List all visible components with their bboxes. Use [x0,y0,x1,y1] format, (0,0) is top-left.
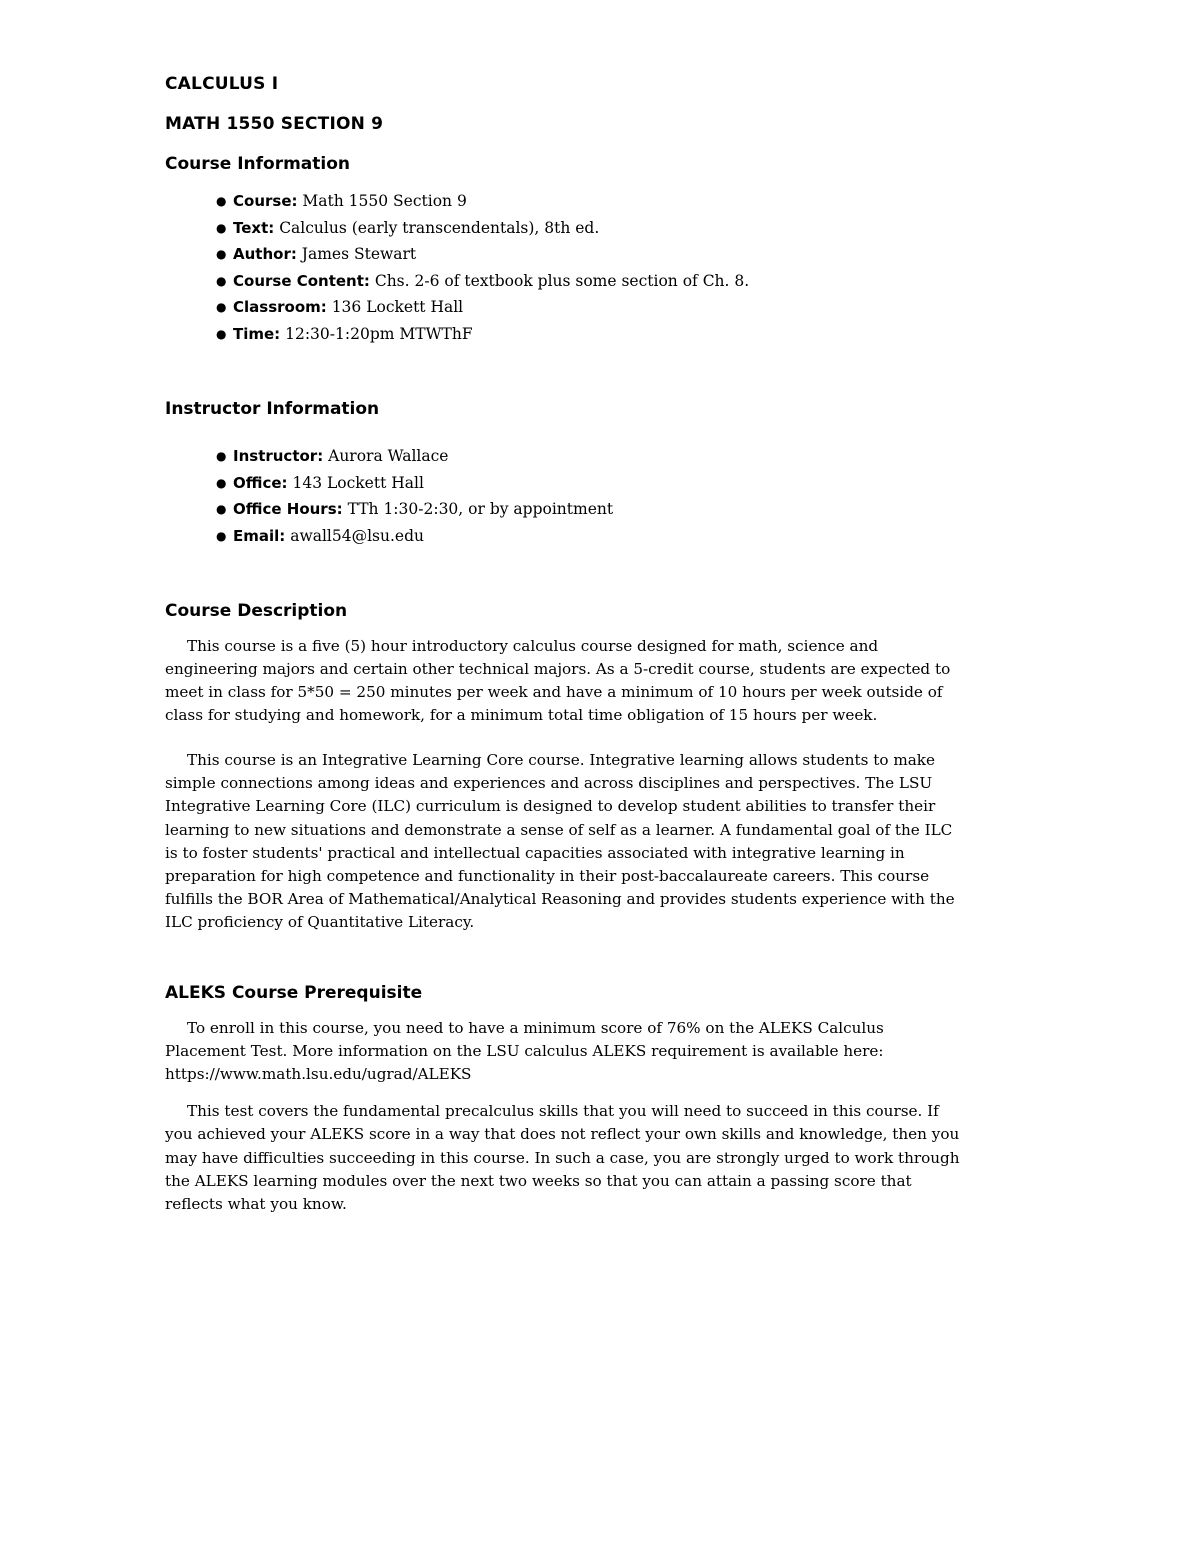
instructor-information-list [165,443,965,549]
item-label: Instructor: [233,447,324,465]
item-label: Classroom: [233,298,327,316]
list-item [165,241,965,268]
list-item [165,523,965,550]
spacer [165,623,965,635]
aleks-paragraph: This test covers the fundamental precalculus skills that you will need to succeed in this course. If you achieved your ALEKS score in a way that does not reflect your own skills and knowledge, then you may have difficulties succeeding in this course. In such a case, you are strongly urged to work through the ALEKS learning modules over the next two weeks so that you can attain a passing score that reflects what you know. [165,1102,960,1214]
course-description-paragraph: This course is an Integrative Learning Core course. Integrative learning allows students to make simple connections among ideas and experiences and across disciplines and perspectives. The LSU Integrative Learning Core (ILC) curriculum is designed to develop student abilities to transfer their learning to new situations and demonstrate a sense of self as a learner. A fundamental goal of the ILC is to foster students' practical and intellectual capacities associated with integrative learning in preparation for high competence and functionality in their post-baccalaureate careers. This course fulfills the BOR Area of Mathematical/Analytical Reasoning and provides students experience with the ILC proficiency of Quantitative Literacy. [165,751,955,932]
item-label: Email: [233,526,286,545]
spacer [165,935,965,981]
course-information-list [165,188,965,347]
spacer [165,549,965,599]
spacer [165,727,965,749]
course-information-heading: Course Information [165,154,351,174]
item-value: James Stewart [296,245,417,263]
item-label: Course: [233,192,298,210]
bullet-icon: ● [216,220,227,235]
course-description-heading: Course Description [165,601,348,621]
bullet-icon: ● [216,194,227,208]
item-value: 143 Lockett Hall [287,473,424,492]
spacer [165,1086,965,1100]
list-item [165,443,965,470]
bullet-icon: ● [216,300,227,314]
item-label: Course Content: [233,271,370,290]
bullet-icon: ● [216,449,227,463]
syllabus-page [165,72,965,1216]
list-item [165,268,965,295]
item-label: Office Hours: [233,500,343,518]
list-item [165,321,965,348]
item-value: awall54@lsu.edu [285,526,424,545]
item-label: Author: [233,245,297,263]
item-value: Calculus (early transcendentals), 8th ed. [274,218,600,237]
document-subtitle: MATH 1550 SECTION 9 [165,114,384,134]
item-value: 12:30-1:20pm MTWThF [280,324,473,343]
bullet-icon: ● [216,528,227,543]
bullet-icon: ● [216,326,227,341]
item-label: Time: [233,324,281,343]
spacer [165,176,965,188]
list-item [165,188,965,215]
item-value: Aurora Wallace [323,447,449,465]
spacer [165,1005,965,1017]
spacer [165,421,965,443]
bullet-icon: ● [216,502,227,516]
spacer [165,347,965,397]
bullet-icon: ● [216,273,227,288]
aleks-prerequisite-heading: ALEKS Course Prerequisite [165,982,423,1003]
list-item [165,496,965,523]
list-item [165,215,965,242]
bullet-icon: ● [216,475,227,490]
course-description-paragraph: This course is a five (5) hour introductory calculus course designed for math, science and engineering majors and certain other technical majors. As a 5-credit course, students are expected to meet in class for 5*50 = 250 minutes per week and have a minimum of 10 hours per week outside of class for studying and homework, for a minimum total time obligation of 15 hours per week. [165,637,951,724]
item-label: Text: [233,218,275,237]
bullet-icon: ● [216,247,227,261]
item-value: Chs. 2-6 of textbook plus some section of Ch. 8. [369,271,750,290]
list-item [165,294,965,321]
list-item [165,470,965,497]
aleks-paragraph: To enroll in this course, you need to have a minimum score of 76% on the ALEKS Calculus Placement Test. More information on the LSU calculus ALEKS requirement is available here: https://www.math.lsu.edu/ugrad/ALEKS [165,1018,884,1084]
item-value: 136 Lockett Hall [326,298,464,316]
item-label: Office: [233,473,288,492]
document-title: CALCULUS I [165,74,279,94]
instructor-information-heading: Instructor Information [165,399,380,419]
item-value: Math 1550 Section 9 [297,192,467,210]
item-value: TTh 1:30-2:30, or by appointment [342,500,614,518]
